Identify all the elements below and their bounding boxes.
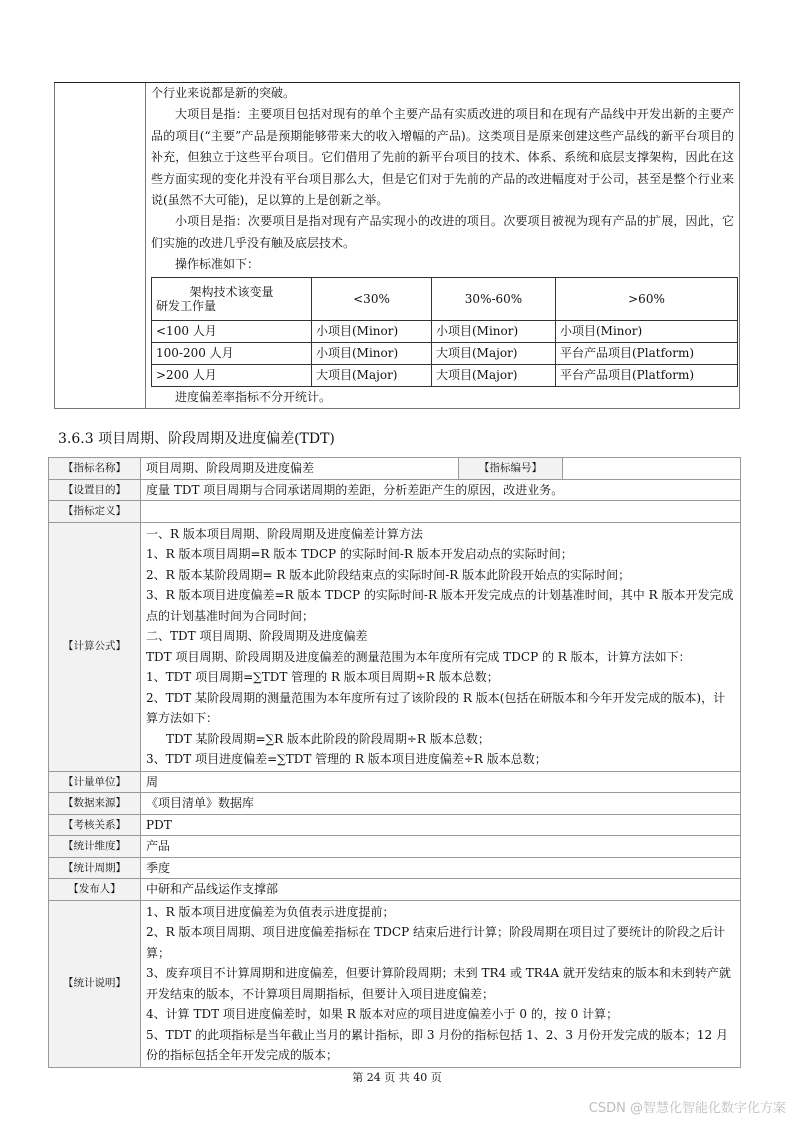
purpose-value: 度量 TDT 项目周期与合同承诺周期的差距，分析差距产生的原因，改进业务。 xyxy=(141,479,741,501)
criteria-row-label: >200 人月 xyxy=(152,364,312,386)
formula-line: 3、TDT 项目进度偏差=∑TDT 管理的 R 版本项目进度偏差÷R 版本总数； xyxy=(146,752,547,766)
continued-content-cell xyxy=(146,83,740,409)
notes-line: 4、计算 TDT 项目进度偏差时，如果 R 版本对应的项目进度偏差小于 0 的，按 0 计算； xyxy=(146,1007,619,1021)
publisher-value: 中研和产品线运作支撑部 xyxy=(141,879,741,901)
criteria-cell: 大项目(Major) xyxy=(432,364,556,386)
formula-line: 1、R 版本项目周期=R 版本 TDCP 的实际时间-R 版本开发启动点的实际时间； xyxy=(146,547,573,561)
indicator-name-label: 【指标名称】 xyxy=(49,458,141,480)
notes-line: 2、R 版本项目周期、项目进度偏差指标在 TDCP 结束后进行计算；阶段周期在项目过了要统计的阶段之后计算； xyxy=(146,925,725,960)
indicator-id-value xyxy=(563,458,741,480)
criteria-cell: 小项目(Minor) xyxy=(432,320,556,342)
page-footer: 第 24 页 共 40 页 xyxy=(352,1071,442,1084)
unit-value: 周 xyxy=(141,771,741,793)
criteria-row xyxy=(152,364,738,386)
definition-value xyxy=(141,501,741,523)
paragraph-major-project: 大项目是指：主要项目包括对现有的单个主要产品有实质改进的项目和在现有产品线中开发出新的主要产品的项目(“主要”产品是预期能够带来大的收入增幅的产品)。这类项目是原来创建这些产品线的新平台项目的补充，但独立于这些平台项目。它们借用了先前的新平台项目的技术、体系、系统和底层支撑架构，因此在这些方面实现的变化并没有平台项目那么大，但是它们对于先前的产品的改进幅度对于公司，甚至是整个行业来说(虽然不大可能)，足以算的上是创新之举。 xyxy=(151,107,734,208)
publisher-label: 【发布人】 xyxy=(49,879,141,901)
criteria-cell: 小项目(Minor) xyxy=(556,320,738,342)
criteria-cell: 大项目(Major) xyxy=(312,364,432,386)
paragraph: 个行业来说都是新的突破。 xyxy=(151,86,296,100)
criteria-corner-cell xyxy=(152,277,312,320)
formula-line: 1、TDT 项目周期=∑TDT 管理的 R 版本项目周期÷R 版本总数； xyxy=(146,670,499,684)
criteria-column-header: <30% xyxy=(312,277,432,320)
period-value: 季度 xyxy=(141,857,741,879)
notes-line: 1、R 版本项目进度偏差为负值表示进度提前； xyxy=(146,904,395,919)
formula-line: TDT 某阶段周期=∑R 版本此阶段的阶段周期÷R 版本总数； xyxy=(166,731,490,746)
criteria-row-label: 100-200 人月 xyxy=(152,342,312,364)
continued-table xyxy=(54,83,740,409)
paragraph-criteria-intro: 操作标准如下： xyxy=(175,257,260,272)
indicator-id-label: 【指标编号】 xyxy=(459,458,563,480)
criteria-cell: 小项目(Minor) xyxy=(312,342,432,364)
formula-line: 二、TDT 项目周期、阶段周期及进度偏差 xyxy=(146,629,368,643)
criteria-note: 进度偏差率指标不分开统计。 xyxy=(175,389,332,404)
corner-top-label: 架构技术该变量 xyxy=(189,284,274,299)
notes-line: 5、TDT 的此项指标是当年截止当月的累计指标，即 3 月份的指标包括 1、2、3 月份开发完成的版本；12 月份的指标包括全年开发完成的版本； xyxy=(146,1027,728,1062)
definition-label: 【指标定义】 xyxy=(49,501,141,523)
formula-line: 一、R 版本项目周期、阶段周期及进度偏差计算方法 xyxy=(146,526,423,541)
criteria-row xyxy=(152,320,738,342)
watermark: CSDN @智慧化智能化数字化方案 xyxy=(588,1101,786,1116)
source-value: 《项目清单》数据库 xyxy=(141,793,741,815)
purpose-label: 【设置目的】 xyxy=(49,479,141,501)
paragraph-minor-project: 小项目是指：次要项目是指对现有产品实现小的改进的项目。次要项目被视为现有产品的扩展，因此，它们实施的改进几乎没有触及底层技术。 xyxy=(151,214,734,250)
criteria-row-label: <100 人月 xyxy=(152,320,312,342)
period-label: 【统计周期】 xyxy=(49,857,141,879)
criteria-cell: 大项目(Major) xyxy=(432,342,556,364)
indicator-table xyxy=(48,457,741,1068)
source-label: 【数据来源】 xyxy=(49,793,141,815)
formula-line: 3、R 版本项目进度偏差=R 版本 TDCP 的实际时间-R 版本开发完成点的计划基准时间，其中 R 版本开发完成点的计划基准时间为合同时间； xyxy=(146,588,734,623)
criteria-cell: 小项目(Minor) xyxy=(312,320,432,342)
indicator-name-value: 项目周期、阶段周期及进度偏差 xyxy=(141,458,459,480)
assess-label: 【考核关系】 xyxy=(49,814,141,836)
dimension-label: 【统计维度】 xyxy=(49,836,141,858)
criteria-table xyxy=(151,277,738,387)
notes-label: 【统计说明】 xyxy=(49,900,141,1067)
criteria-cell: 平台产品项目(Platform) xyxy=(556,342,738,364)
formula-label: 【计算公式】 xyxy=(49,522,141,771)
formula-value xyxy=(141,522,741,771)
continued-label-cell xyxy=(55,83,146,409)
notes-value xyxy=(141,900,741,1067)
formula-line: 2、R 版本某阶段周期= R 版本此阶段结束点的实际时间-R 版本此阶段开始点的实际时间； xyxy=(146,567,631,582)
unit-label: 【计量单位】 xyxy=(49,771,141,793)
dimension-value: 产品 xyxy=(141,836,741,858)
formula-line: TDT 项目周期、阶段周期及进度偏差的测量范围为本年度所有完成 TDCP 的 R 版本，计算方法如下： xyxy=(146,649,691,664)
criteria-column-header: 30%-60% xyxy=(432,277,556,320)
corner-bottom-label: 研发工作量 xyxy=(156,298,217,313)
formula-line: 2、TDT 某阶段周期的测量范围为本年度所有过了该阶段的 R 版本(包括在研版本和今年开发完成的版本)，计算方法如下： xyxy=(146,690,726,725)
notes-line: 3、废弃项目不计算周期和进度偏差，但要计算阶段周期；未到 TR4 或 TR4A 就开发结束的版本和未到转产就开发结束的版本，不计算项目周期指标，但要计入项目进度偏差； xyxy=(146,966,731,1001)
criteria-column-header: >60% xyxy=(556,277,738,320)
section-title: 3.6.3 项目周期、阶段周期及进度偏差(TDT) xyxy=(58,431,335,447)
criteria-cell: 平台产品项目(Platform) xyxy=(556,364,738,386)
assess-value: PDT xyxy=(141,814,741,836)
criteria-row xyxy=(152,342,738,364)
